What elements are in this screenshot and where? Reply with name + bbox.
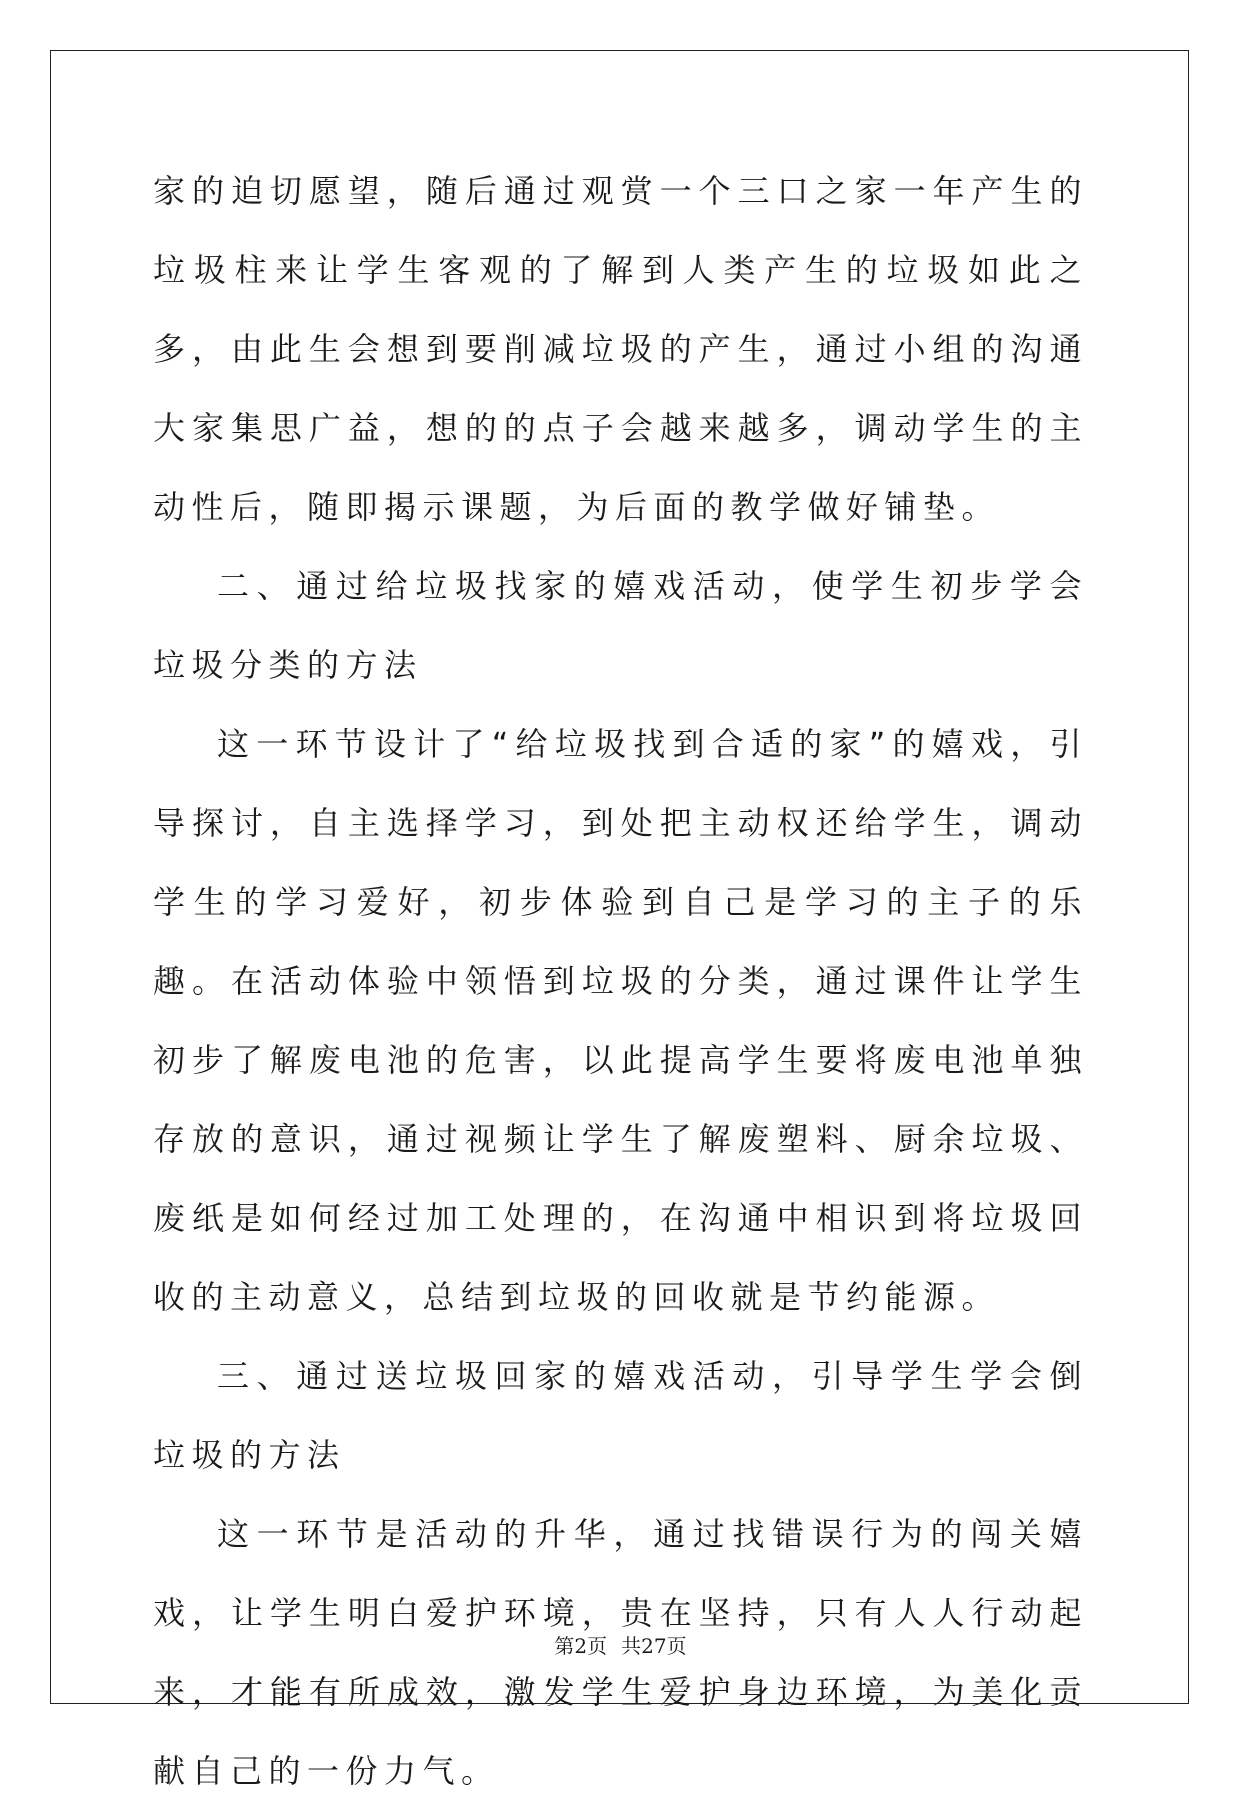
- document-body: [153, 152, 1088, 1811]
- paragraph-2-heading: 二、通过给垃圾找家的嬉戏活动，使学生初步学会垃圾分类的方法: [153, 567, 1088, 684]
- paragraph-5: 这一环节是活动的升华，通过找错误行为的闯关嬉戏，让学生明白爱护环境，贵在坚持，只有人人行动起来，才能有所成效，激发学生爱护身边环境，为美化贡献自己的一份力气。: [153, 1515, 1088, 1790]
- page-number: 第2页: [554, 1634, 608, 1658]
- paragraph-3: 这一环节设计了“给垃圾找到合适的家”的嬉戏，引导探讨，自主选择学习，到处把主动权还给学生，调动学生的学习爱好，初步体验到自己是学习的主子的乐趣。在活动体验中领悟到垃圾的分类，通过课件让学生初步了解废电池的危害，以此提高学生要将废电池单独存放的意识，通过视频让学生了解废塑料、厨余垃圾、废纸是如何经过加工处理的，在沟通中相识到将垃圾回收的主动意义，总结到垃圾的回收就是节约能源。: [153, 725, 1088, 1316]
- page-footer: [0, 1630, 1241, 1659]
- paragraph-1: 家的迫切愿望，随后通过观赏一个三口之家一年产生的垃圾柱来让学生客观的了解到人类产生的垃圾如此之多，由此生会想到要削减垃圾的产生，通过小组的沟通大家集思广益，想的的点子会越来越多，调动学生的主动性后，随即揭示课题，为后面的教学做好铺垫。: [153, 172, 1088, 526]
- page-total: 共27页: [621, 1634, 687, 1658]
- paragraph-4-heading: 三、通过送垃圾回家的嬉戏活动，引导学生学会倒垃圾的方法: [153, 1357, 1088, 1474]
